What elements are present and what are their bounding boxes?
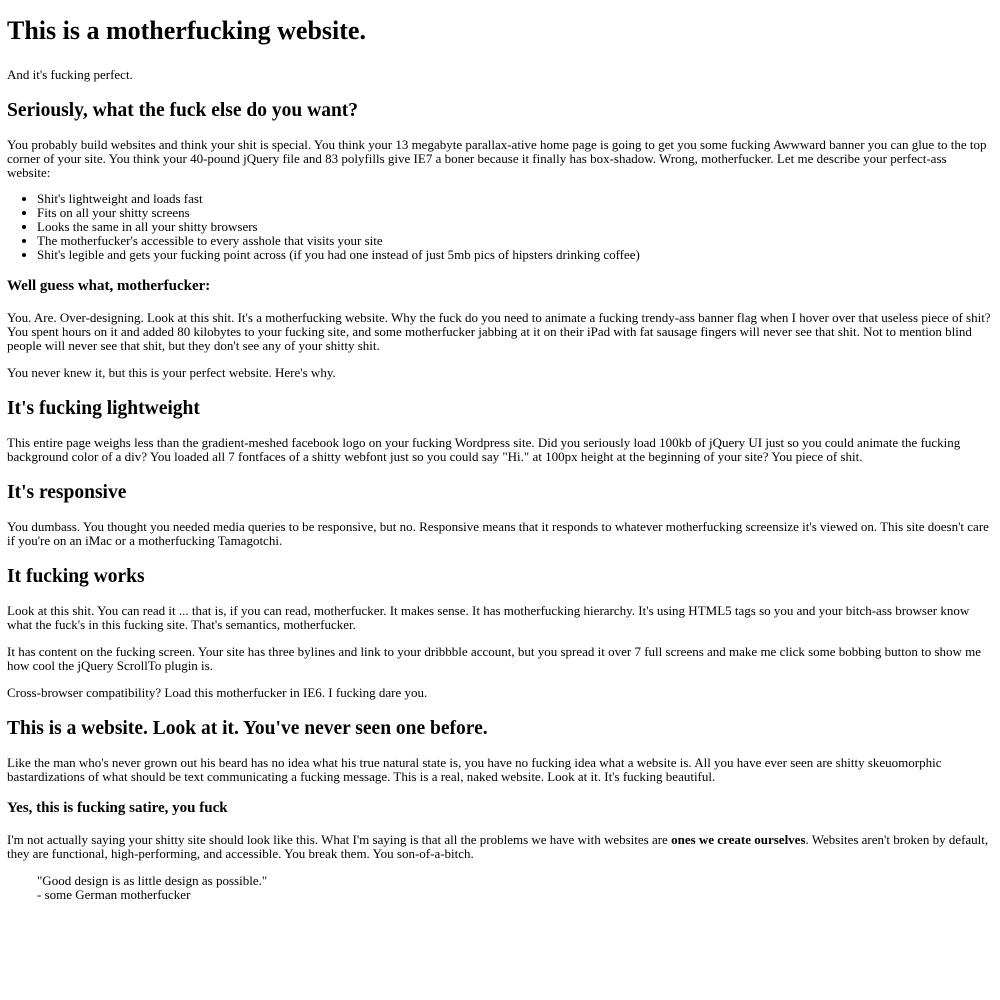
paragraph-over-designing: You. Are. Over-designing. Look at this shit. It's a motherfucking website. Why the fuck do you need to animate a fucking trendy-ass banner flag when I hover over that useless piece of shit? You spent hours on it and added 80 kilobytes to your fucking site, and some motherfucker jabbing at it on their iPad with fat sausage fingers will never see that shit. Not to mention blind people will never see that shit, but they don't see any of your shitty shit.: [7, 310, 991, 353]
list-item: • Looks the same in all your shitty browsers: [37, 220, 993, 234]
perfect-website-list: [7, 192, 993, 262]
list-item: • The motherfucker's accessible to every asshole that visits your site: [37, 234, 993, 248]
paragraph-perfect-website: You never knew it, but this is your perfect website. Here's why.: [7, 365, 336, 380]
paragraph-works-2: It has content on the fucking screen. Your site has three bylines and link to your dribbble account, but you spread it over 7 full screens and make me click some bobbing button to show me how cool the jQuery ScrollTo plugin is.: [7, 644, 982, 673]
heading-seriously: Seriously, what the fuck else do you want?: [7, 100, 359, 121]
heading-responsive: It's responsive: [7, 482, 127, 503]
satire-text-after: . Websites aren't broken by default, they are functional, high-performing, and accessible. You break them. You son-of-a-bitch.: [7, 832, 989, 861]
heading-works: It fucking works: [7, 566, 145, 587]
quote-attribution: - some German motherfucker: [37, 887, 191, 902]
paragraph-works-1: Look at this shit. You can read it ... that is, if you can read, motherfucker. It makes sense. It has motherfucking hierarchy. It's using HTML5 tags so you and your bitch-ass browser know what the fuck's in this fucking site. That's semantics, motherfucker.: [7, 603, 970, 632]
list-item: • Fits on all your shitty screens: [37, 206, 993, 220]
paragraph-lightweight: This entire page weighs less than the gradient-meshed facebook logo on your fucking Wordpress site. Did you seriously load 100kb of jQuery UI just so you could animate the fucking background color of a div? You loaded all 7 fontfaces of a shitty webfont just so you could say "Hi." at 100px height at the beginning of your site? You piece of shit.: [7, 435, 961, 464]
heading-look-at-it: This is a website. Look at it. You've never seen one before.: [7, 718, 488, 739]
heading-satire: Yes, this is fucking satire, you fuck: [7, 800, 228, 816]
list-item: • Shit's lightweight and loads fast: [37, 192, 993, 206]
tagline: And it's fucking perfect.: [7, 67, 133, 82]
satire-text-before: I'm not actually saying your shitty site should look like this. What I'm saying is that all the problems we have with websites are: [7, 832, 672, 847]
design-quote: [37, 874, 993, 902]
list-item: • Shit's legible and gets your fucking point across (if you had one instead of just 5mb pics of hipsters drinking coffee): [37, 248, 993, 262]
page-title: This is a motherfucking website.: [7, 16, 366, 45]
paragraph-seriously: You probably build websites and think your shit is special. You think your 13 megabyte parallax-ative home page is going to get you some fucking Awwward banner you can glue to the top corner of your site. You think your 40-pound jQuery file and 83 polyfills give IE7 a boner because it finally has box-shadow. Wrong, motherfucker. Let me describe your perfect-ass website:: [7, 137, 987, 180]
paragraph-works-3: Cross-browser compatibility? Load this motherfucker in IE6. I fucking dare you.: [7, 685, 428, 700]
quote-text: "Good design is as little design as possible.": [37, 873, 268, 888]
page: [0, 16, 1000, 1000]
paragraph-satire: [7, 833, 993, 861]
paragraph-responsive: You dumbass. You thought you needed media queries to be responsive, but no. Responsive means that it responds to whatever motherfucking screensize it's viewed on. This site doesn't care if you're on an iMac or a motherfucking Tamagotchi.: [7, 519, 989, 548]
heading-lightweight: It's fucking lightweight: [7, 398, 200, 419]
heading-well-guess: Well guess what, motherfucker:: [7, 278, 211, 294]
satire-emphasis: ones we create ourselves: [671, 832, 806, 847]
paragraph-look-at-it: Like the man who's never grown out his beard has no idea what his true natural state is, you have no fucking idea what a website is. All you have ever seen are shitty skeuomorphic bastardizations of what should be text communicating a fucking message. This is a real, naked website. Look at it. It's fucking beautiful.: [7, 755, 942, 784]
